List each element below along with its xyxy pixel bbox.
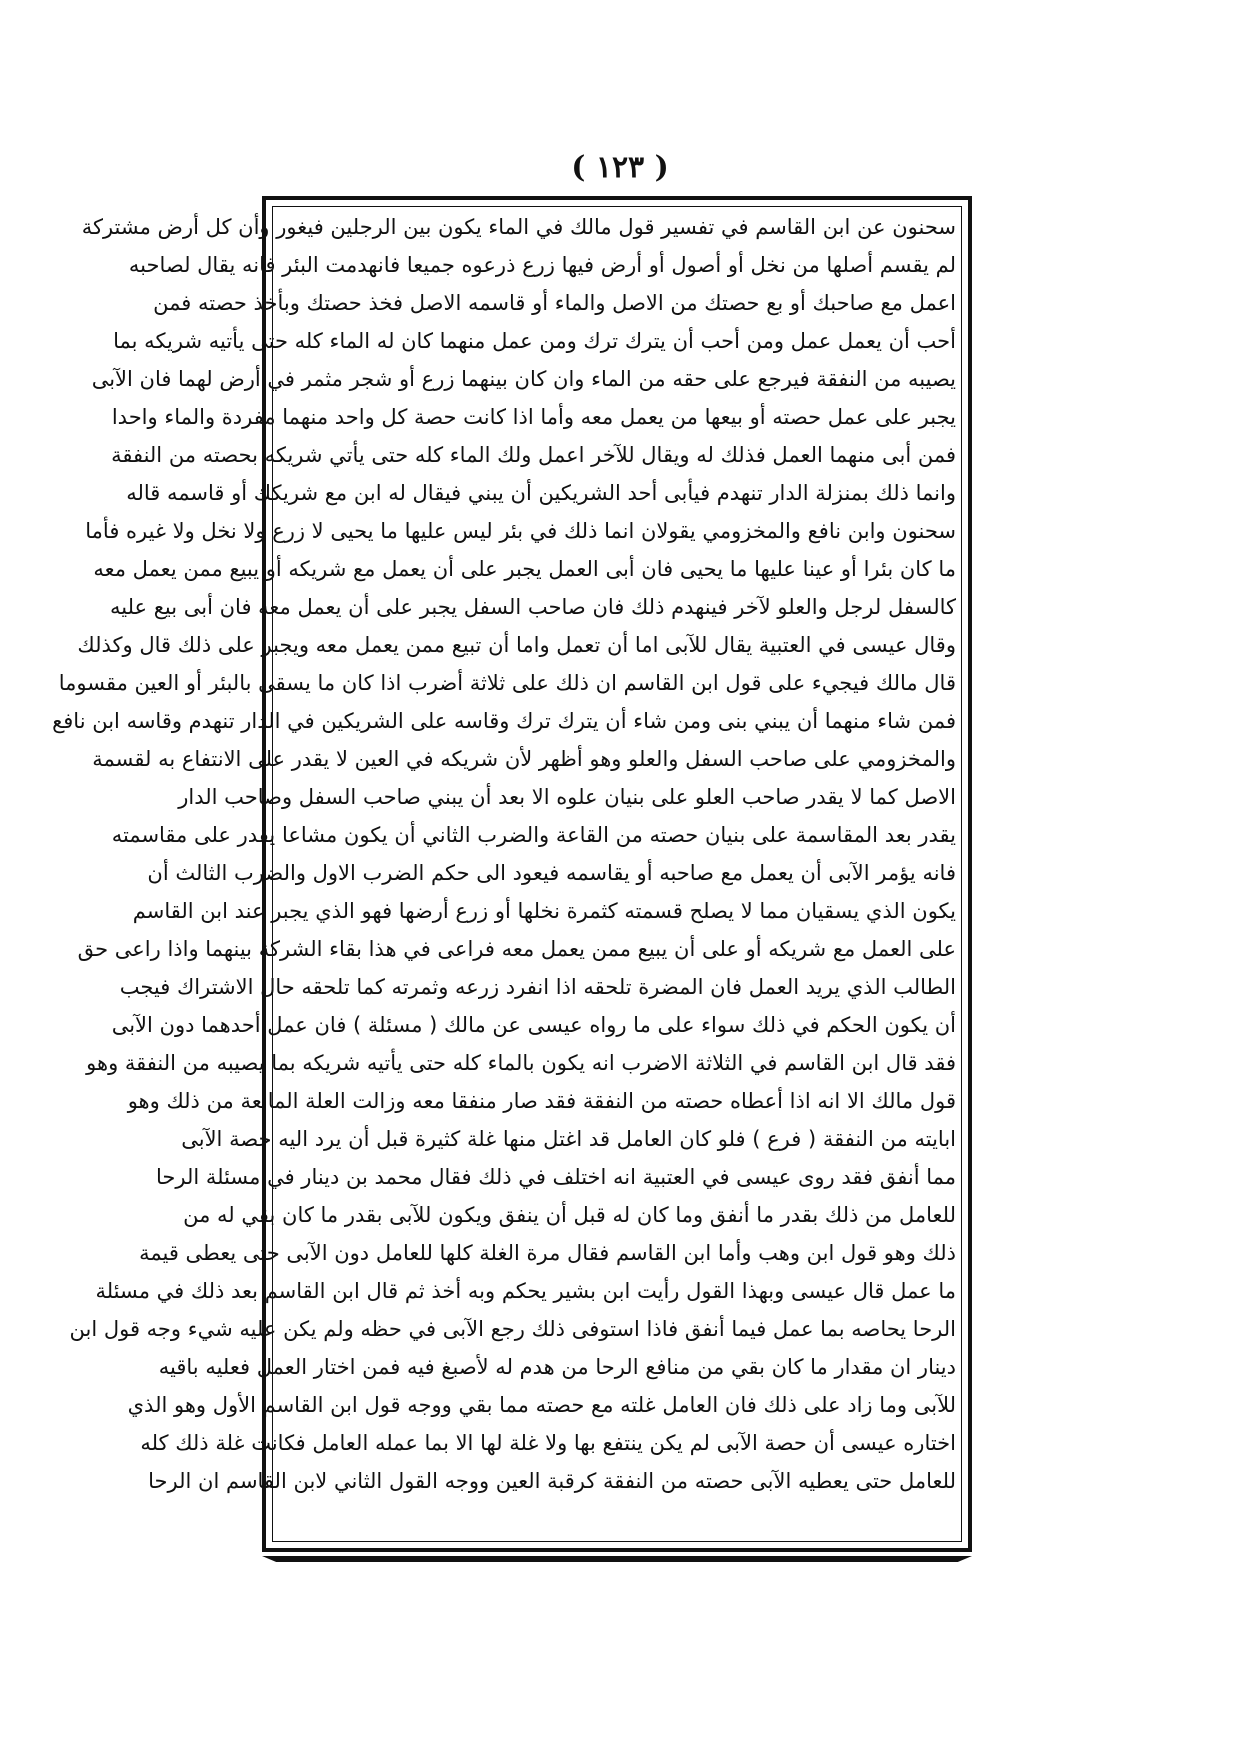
text-line: وانما ذلك بمنزلة الدار تنهدم فيأبى أحد الشريكين أن يبني فيقال له ابن مع شريكك أو قاسمه قاله — [126, 481, 956, 505]
text-line: دينار ان مقدار ما كان بقي من منافع الرحا من هدم له لأصبغ فيه فمن اختار العمل فعليه باقيه — [158, 1355, 956, 1379]
text-line: فمن أبى منهما العمل فذلك له ويقال للآخر اعمل ولك الماء كله حتى يأتي شريكه بحصته من النفقة — [111, 443, 956, 467]
text-line: ما عمل قال عيسى وبهذا القول رأيت ابن بشير يحكم وبه أخذ ثم قال ابن القاسم بعد ذلك في مسئلة — [95, 1279, 956, 1303]
text-line: فمن شاء منهما أن يبني بنى ومن شاء أن يترك ترك وقاسه على الشريكين في الدار تنهدم وقاسه ابن نافع — [52, 709, 956, 733]
text-line: ما كان بئرا أو عينا عليها ما يحيى فان أبى العمل يجبر على أن يعمل مع شريكه أو يبيع ممن يعمل معه — [93, 557, 956, 581]
text-line: مما أنفق فقد روى عيسى في العتبية انه اختلف في ذلك فقال محمد بن دينار في مسئلة الرحا — [156, 1165, 956, 1189]
text-line: قال مالك فيجيء على قول ابن القاسم ان ذلك على ثلاثة أضرب اذا كان ما يسقى بالبئر أو العين مقسوما — [58, 671, 956, 695]
text-line: الاصل كما لا يقدر صاحب العلو على بنيان علوه الا بعد أن يبني صاحب السفل وصاحب الدار — [178, 785, 956, 809]
text-line: كالسفل لرجل والعلو لآخر فينهدم ذلك فان صاحب السفل يجبر على أن يعمل معه فان أبى بيع عليه — [109, 595, 956, 619]
text-line: يكون الذي يسقيان مما لا يصلح قسمته كثمرة نخلها أو زرع أرضها فهو الذي يجبر عند ابن القاسم — [132, 899, 956, 923]
text-line: الطالب الذي يريد العمل فان المضرة تلحقه اذا انفرد زرعه وثمرته كما تلحقه حال الاشتراك فيجب — [119, 975, 956, 999]
text-line: سحنون عن ابن القاسم في تفسير قول مالك في الماء يكون بين الرجلين فيغور وأن كل أرض مشتركة — [81, 215, 956, 239]
text-line: اعمل مع صاحبك أو بع حصتك من الاصل والماء أو قاسمه الاصل فخذ حصتك وبأخذ حصته فمن — [153, 291, 956, 315]
text-line: قول مالك الا انه اذا أعطاه حصته من النفقة فقد صار منفقا معه وزالت العلة المانعة من ذلك وهو — [127, 1089, 956, 1113]
text-line: أحب أن يعمل عمل ومن أحب أن يترك ترك ومن عمل منهما كان له الماء كله حتى يأتيه شريكه بما — [113, 329, 956, 353]
text-line: أن يكون الحكم في ذلك سواء على ما رواه عيسى عن مالك ( مسئلة ) فان عمل أحدهما دون الآبى — [111, 1013, 956, 1037]
text-line: ابايته من النفقة ( فرع ) فلو كان العامل قد اغتل منها غلة كثيرة قبل أن يرد اليه حصة الآبى — [181, 1127, 956, 1151]
text-line: الرحا يحاصه بما عمل فيما أنفق فاذا استوفى ذلك رجع الآبى في حظه ولم يكن عليه شيء وجه قول ابن — [69, 1317, 956, 1341]
text-line: يقدر بعد المقاسمة على بنيان حصته من القاعة والضرب الثاني أن يكون مشاعا يقدر على مقاسمته — [111, 823, 956, 847]
text-line: للعامل حتى يعطيه الآبى حصته من النفقة كرقبة العين ووجه القول الثاني لابن القاسم ان الرحا — [148, 1469, 956, 1493]
text-line: سحنون وابن نافع والمخزومي يقولان انما ذلك في بئر ليس عليها ما يحيى لا زرع ولا نخل ولا غيره فأما — [85, 519, 956, 543]
text-line: فقد قال ابن القاسم في الثلاثة الاضرب انه يكون بالماء كله حتى يأتيه شريكه بما يصيبه من النفقة وهو — [86, 1051, 956, 1075]
text-line: فانه يؤمر الآبى أن يعمل مع صاحبه أو يقاسمه فيعود الى حكم الضرب الاول والضرب الثالث أن — [147, 861, 956, 885]
text-line: ذلك وهو قول ابن وهب وأما ابن القاسم فقال مرة الغلة كلها للعامل دون الآبى حتى يعطى قيمة — [139, 1241, 956, 1265]
page-number: ( ١٢٣ ) — [571, 150, 669, 185]
text-line: وقال عيسى في العتبية يقال للآبى اما أن تعمل واما أن تبيع ممن يعمل معه ويجبر على ذلك قال وكذلك — [77, 633, 956, 657]
text-line: لم يقسم أصلها من نخل أو أصول أو أرض فيها زرع ذرعوه جميعا فانهدمت البئر فانه يقال لصاحبه — [128, 253, 956, 277]
page-frame-base-rule — [262, 1556, 972, 1562]
text-line: يصيبه من النفقة فيرجع على حقه من الماء وان كان بينهما زرع أو شجر مثمر في أرض لهما فان الآبى — [91, 367, 956, 391]
text-line: للآبى وما زاد على ذلك فان العامل غلته مع حصته مما بقي ووجه قول ابن القاسم الأول وهو الذي — [127, 1393, 956, 1417]
body-text — [52, 208, 956, 1538]
text-line: يجبر على عمل حصته أو بيعها من يعمل معه وأما اذا كانت حصة كل واحد منهما مفردة والماء واحدا — [111, 405, 956, 429]
text-line: على العمل مع شريكه أو على أن يبيع ممن يعمل معه فراعى في هذا بقاء الشركة بينهما واذا راعى حق — [77, 937, 956, 961]
text-line: للعامل من ذلك بقدر ما أنفق وما كان له قبل أن ينفق ويكون للآبى بقدر ما كان بقي له من — [183, 1203, 956, 1227]
text-line: والمخزومي على صاحب السفل والعلو وهو أظهر لأن شريكه في العين لا يقدر على الانتفاع به لقسمة — [92, 747, 956, 771]
text-line: اختاره عيسى أن حصة الآبى لم يكن ينتفع بها ولا غلة لها الا بما عمله العامل فكانت غلة ذلك كله — [140, 1431, 956, 1455]
